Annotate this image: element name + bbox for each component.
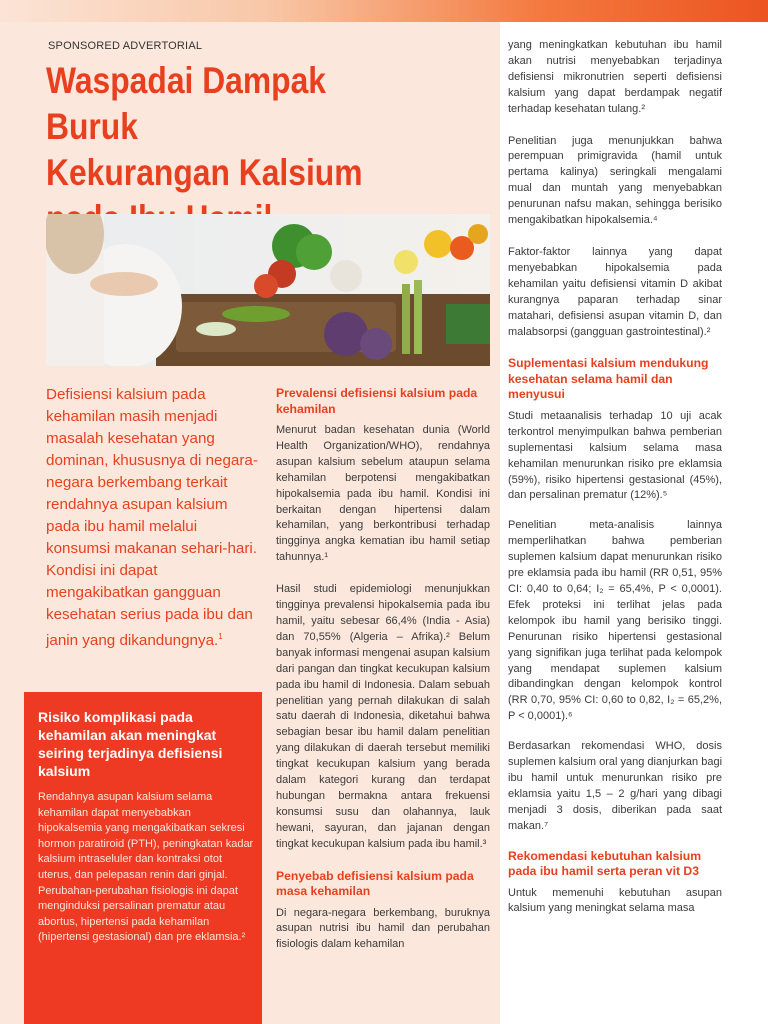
heading-prevalence: Prevalensi defisiensi kalsium pada kehamilan [276, 386, 478, 416]
heading-supplementation: Suplementasi kalsium mendukung kesehatan selama hamil dan menyusui [508, 356, 709, 402]
heading-recommendation: Rekomendasi kebutuhan kalsium pada ibu hamil serta peran vit D3 [508, 848, 702, 879]
lead-ref: 1 [218, 632, 223, 641]
risk-callout-title: Risiko komplikasi pada kehamilan akan meningkat seiring terjadinya defisiensi kalsium [38, 709, 223, 779]
lead-paragraph [46, 384, 264, 652]
risk-callout-body: Rendahnya asupan kalsium selama kehamilan dapat menyebabkan hipokalsemia yang mengakibatkan sekresi hormon paratiroid (PTH), peningkatan kadar kalsium intraseluler dan kontraksi otot uterus, dan pelepasan renin dari ginjal. Perubahan-perubahan fisiologis ini dapat menginduksi persalinan prematur atau abortus, hipertensi pada kehamilan (hipertensi gestasional) dan pre eklamsia.² [38, 791, 254, 944]
column-right [508, 38, 722, 933]
column-middle [276, 386, 490, 969]
top-gradient-bar [0, 0, 768, 22]
paragraph: Menurut badan kesehatan dunia (World Health Organization/WHO), rendahnya asupan kalsium sebelum ataupun selama kehamilan berpotensi mengakibatkan hipokalsemia pada ibu hamil. Kondisi ini berkaitan dengan hipertensi dalam kehamilan, yang berkontribusi terhadap tingginya angka kematian ibu hamil setiap tahunnya.¹ [276, 424, 490, 564]
paragraph: Faktor-faktor lainnya yang dapat menyebabkan hipokalsemia pada kehamilan yaitu defisiensi vitamin D akibat kurangnya paparan terhadap sinar matahari, defisiensi asupan vitamin D, dan malabsorpsi (gangguan gastrointestinal).² [508, 245, 722, 338]
paragraph: Studi metaanalisis terhadap 10 uji acak terkontrol menyimpulkan bahwa pemberian suplementasi kalsium selama masa kehamilan menurunkan risiko pre eklamsia (59%), risiko hipertensi gestasional (45%), dan persalinan prematur (12%).⁵ [508, 409, 722, 502]
paragraph: yang meningkatkan kebutuhan ibu hamil akan nutrisi menyebabkan terjadinya defisiensi mikronutrien seperti defisiensi kalsium yang dapat berdampak negatif terhadap kesehatan tulang.² [508, 39, 722, 115]
paragraph: Untuk memenuhi kebutuhan asupan kalsium yang meningkat selama masa [508, 886, 722, 915]
hero-image [46, 214, 490, 366]
sponsored-label: SPONSORED ADVERTORIAL [48, 40, 203, 52]
paragraph: Hasil studi epidemiologi menunjukkan tingginya prevalensi hipokalsemia pada ibu hamil, yaitu sebesar 66,4% (India - Asia) dan 70,55% (Algeria – Afrika).² Belum banyak informasi mengenai asupan kalsium dari pangan dan tingkat kecukupan kalsium pada ibu hamil di Indonesia. Dalam sebuah penelitian yang pernah dilakukan di salah satu daerah di Indonesia, diketahui bahwa sebagian besar ibu hamil dalam penelitian yang dilakukan di daerah tersebut memiliki tingkat kecukupan kalsium yang berada dalam kategori kurang dan terdapat hubungan bermakna antara frekuensi konsumsi susu dan olahannya, lauk hewani, sayuran, dan jajanan dengan tingkat kecukupan kalsium pada ibu hamil.³ [276, 583, 491, 850]
lead-text: Defisiensi kalsium pada kehamilan masih menjadi masalah kesehatan yang dominan, khususnya di negara-negara berkembang terkait rendahnya asupan kalsium pada ibu hamil melalui konsumsi makanan sehari-hari. Kondisi ini dapat mengakibatkan gangguan kesehatan serius pada ibu dan janin yang dikandungnya. [46, 386, 258, 650]
paragraph: Penelitian meta-analisis lainnya memperlihatkan bahwa pemberian suplemen kalsium dapat menurunkan risiko pre eklamsia pada ibu hamil (RR 0,51, 95% CI: 0,40 to 0,64; I₂ = 65,4%, P < 0,0001). Efek proteksi ini terlihat jelas pada kelompok ibu hamil yang berisiko tinggi. Penurunan risiko hipertensi gestasional yang signifikan juga terlihat pada kelompok yang mendapat suplemen kalsium dibandingkan dengan kelompok kontrol (RR 0,70, 95% CI: 0,60 to 0,82, I₂ = 65,2%, P < 0,0001).⁶ [508, 519, 722, 723]
hero-illustration [46, 214, 490, 366]
paragraph: Penelitian juga menunjukkan bahwa perempuan primigravida (hamil untuk pertama kalinya) seringkali mengalami mual dan muntah yang menyebabkan penurunan nafsu makan, sehingga berisiko mengakibatkan hipokalsemia.⁴ [508, 134, 722, 227]
paragraph: Berdasarkan rekomendasi WHO, dosis suplemen kalsium oral yang dianjurkan bagi ibu hamil untuk menurunkan risiko pre eklamsia yaitu 1,5 – 2 g/hari yang dibagi menjadi 3 dosis, diberikan pada saat makan.⁷ [508, 740, 723, 832]
paragraph: Di negara-negara berkembang, buruknya asupan nutrisi ibu hamil dan perubahan fisiologis dalam kehamilan [276, 906, 490, 951]
article-title: Waspadai Dampak Buruk Kekurangan Kalsium [46, 60, 363, 193]
heading-causes: Penyebab defisiensi kalsium pada masa kehamilan [276, 868, 474, 899]
